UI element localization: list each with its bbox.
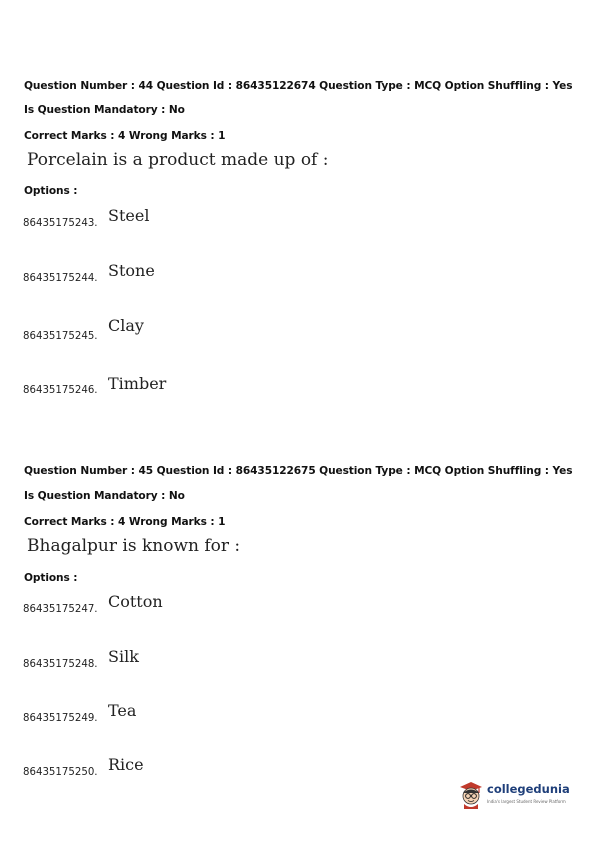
student-mascot-icon bbox=[457, 779, 485, 809]
option-text: Clay bbox=[108, 316, 144, 335]
question-header: Question Number : 45 Question Id : 86435122675 Question Type : MCQ Option Shuffling : Yes bbox=[24, 465, 573, 477]
option-id: 86435175250. bbox=[23, 767, 98, 778]
option-text: Cotton bbox=[108, 592, 163, 611]
option-id: 86435175249. bbox=[23, 713, 98, 724]
option-id: 86435175244. bbox=[23, 273, 98, 284]
option-text: Silk bbox=[108, 647, 139, 666]
question-stem: Bhagalpur is known for : bbox=[27, 536, 241, 556]
logo-wordmark: collegedunia bbox=[487, 782, 570, 796]
options-label: Options : bbox=[24, 572, 78, 584]
option-text: Stone bbox=[108, 261, 155, 280]
option-id: 86435175247. bbox=[23, 604, 98, 615]
option-id: 86435175246. bbox=[23, 385, 98, 396]
options-label: Options : bbox=[24, 185, 78, 197]
marks-line: Correct Marks : 4 Wrong Marks : 1 bbox=[24, 130, 226, 142]
option-text: Steel bbox=[108, 206, 150, 225]
collegedunia-logo bbox=[457, 779, 577, 811]
option-text: Tea bbox=[108, 701, 137, 720]
option-id: 86435175245. bbox=[23, 331, 98, 342]
option-id: 86435175248. bbox=[23, 659, 98, 670]
question-stem: Porcelain is a product made up of : bbox=[27, 150, 329, 170]
option-id: 86435175243. bbox=[23, 218, 98, 229]
mandatory-line: Is Question Mandatory : No bbox=[24, 104, 185, 116]
mandatory-line: Is Question Mandatory : No bbox=[24, 490, 185, 502]
question-header: Question Number : 44 Question Id : 86435122674 Question Type : MCQ Option Shuffling : Yes bbox=[24, 80, 573, 92]
logo-tagline: India's largest Student Review Platform bbox=[487, 799, 566, 804]
option-text: Timber bbox=[108, 374, 167, 393]
marks-line: Correct Marks : 4 Wrong Marks : 1 bbox=[24, 516, 226, 528]
option-text: Rice bbox=[108, 755, 144, 774]
